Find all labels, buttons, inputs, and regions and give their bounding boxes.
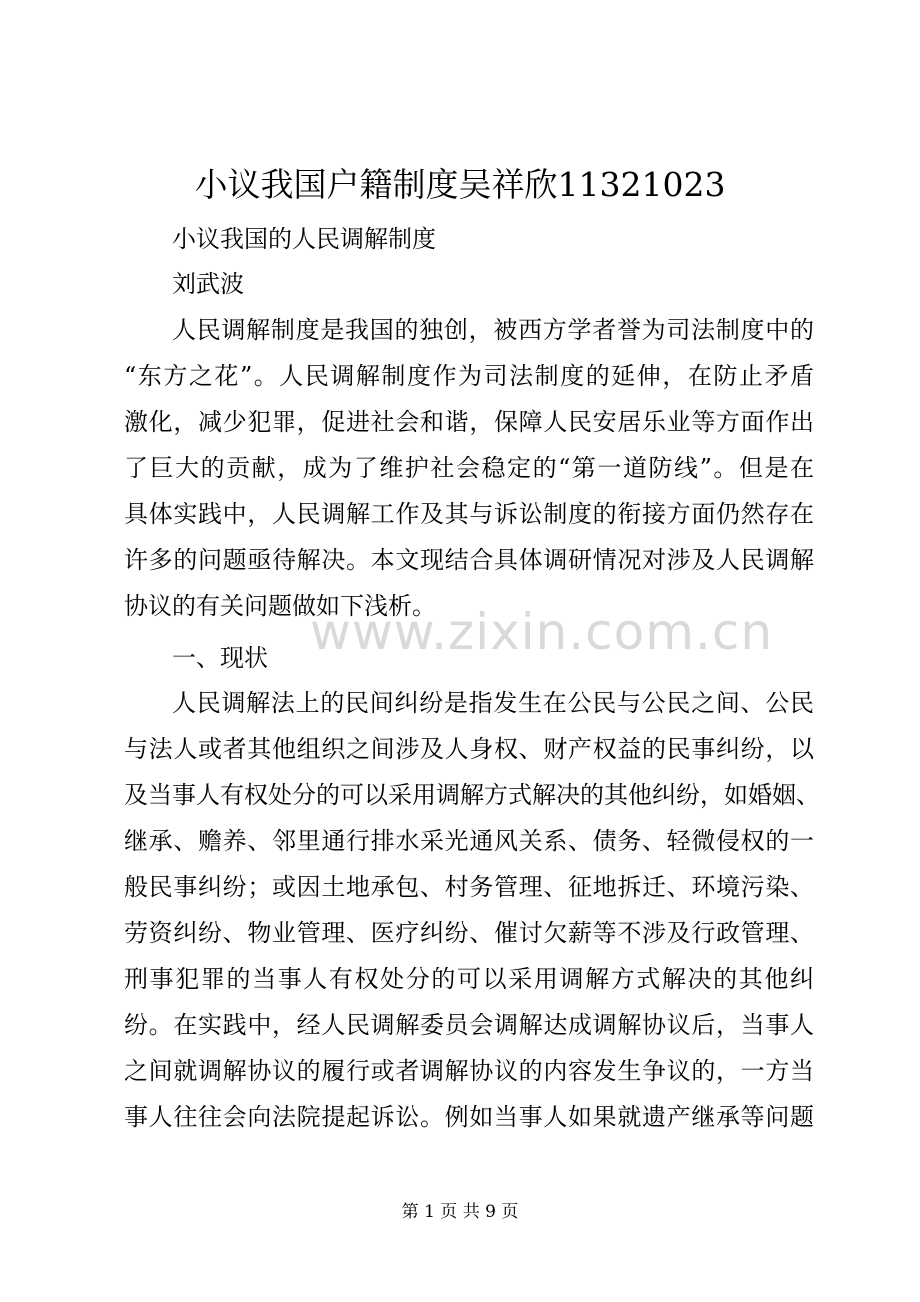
watermark: www.zixin.com.cn [310, 603, 774, 661]
paragraph-line: 协议的有关问题做如下浅析。 [124, 592, 436, 620]
paragraph-line: 人民调解制度是我国的独创，被西方学者誉为司法制度中的 [172, 316, 814, 344]
paragraph-line: 之间就调解协议的履行或者调解协议的内容发生争议的，一方当 [124, 1057, 814, 1085]
section-heading: 一、现状 [172, 644, 268, 672]
paragraph-line: 与法人或者其他组织之间涉及人身权、财产权益的民事纠纷，以 [124, 735, 814, 763]
paragraph-line: 及当事人有权处分的可以采用调解方式解决的其他纠纷，如婚姻、 [124, 781, 820, 809]
paragraph-line: 劳资纠纷、物业管理、医疗纠纷、催讨欠薪等不涉及行政管理、 [124, 919, 814, 947]
paragraph-line: 具体实践中，人民调解工作及其与诉讼制度的衔接方面仍然存在 [124, 500, 814, 528]
paragraph-line: 继承、赡养、邻里通行排水采光通风关系、债务、轻微侵权的一 [124, 827, 814, 855]
paragraph-line: 了巨大的贡献，成为了维护社会稳定的“第一道防线”。但是在 [124, 454, 814, 482]
paragraph-line: 纷。在实践中，经人民调解委员会调解达成调解协议后，当事人 [124, 1011, 814, 1039]
paragraph-line: “东方之花”。人民调解制度作为司法制度的延伸，在防止矛盾 [124, 362, 814, 390]
paragraph-line: 事人往往会向法院提起诉讼。例如当事人如果就遗产继承等问题 [124, 1103, 814, 1131]
page-number-footer: 第 1 页 共 9 页 [401, 1202, 519, 1222]
article-author: 刘武波 [172, 270, 244, 298]
paragraph-line: 刑事犯罪的当事人有权处分的可以采用调解方式解决的其他纠 [124, 965, 814, 993]
paragraph-line: 许多的问题亟待解决。本文现结合具体调研情况对涉及人民调解 [124, 546, 814, 574]
paragraph-line: 人民调解法上的民间纠纷是指发生在公民与公民之间、公民 [172, 689, 814, 717]
paragraph-line: 般民事纠纷；或因土地承包、村务管理、征地拆迁、环境污染、 [124, 873, 814, 901]
article-subtitle: 小议我国的人民调解制度 [172, 225, 436, 253]
paragraph-line: 激化，减少犯罪，促进社会和谐，保障人民安居乐业等方面作出 [124, 408, 814, 436]
document-title: 小议我国户籍制度吴祥欣11321023 [194, 165, 726, 204]
